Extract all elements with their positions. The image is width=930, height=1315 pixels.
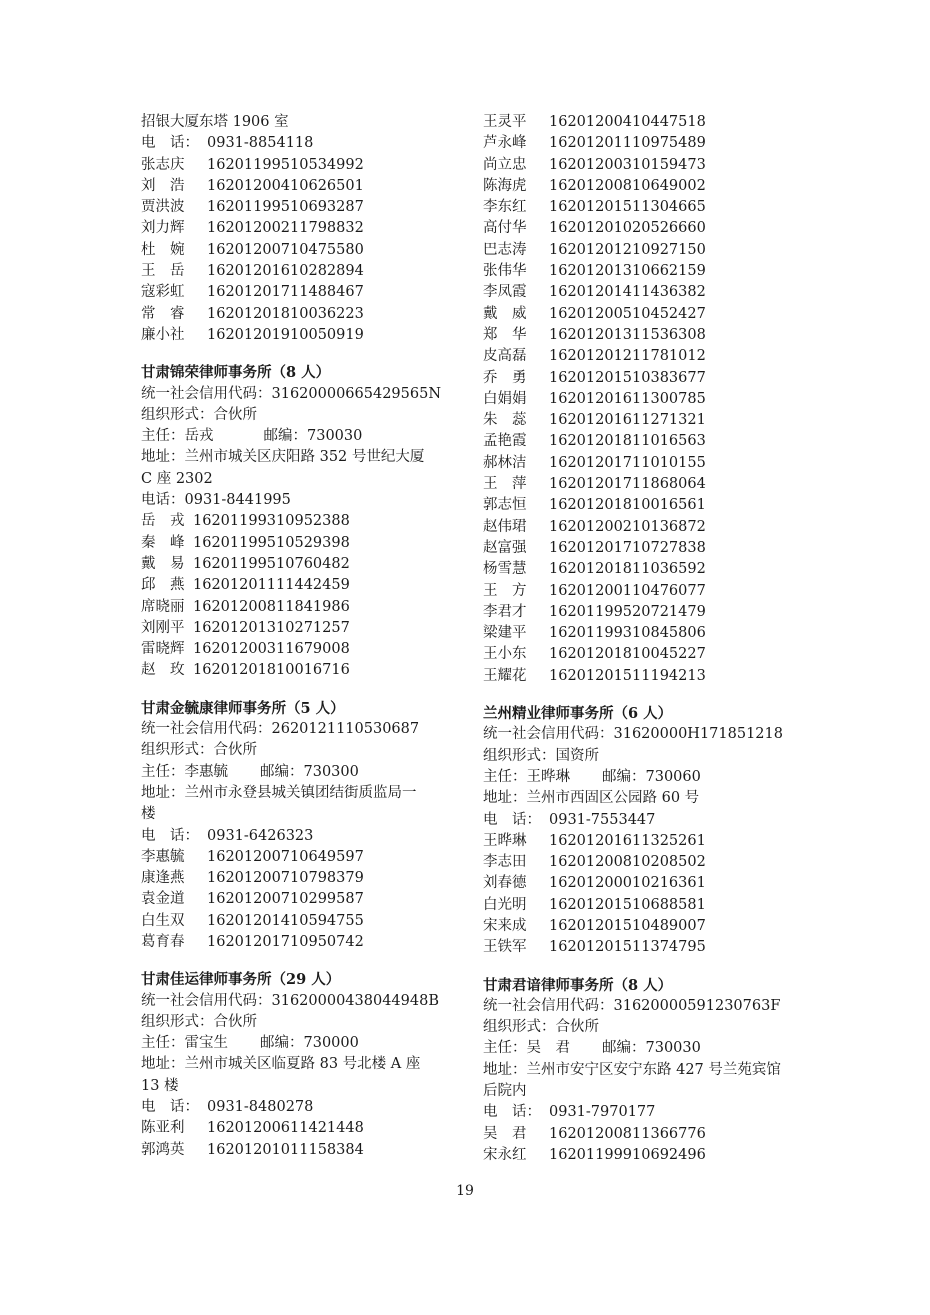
director: 主任：李惠毓 xyxy=(141,763,228,780)
lawyer-license-number: 16201199910692496 xyxy=(549,1146,706,1163)
lawyer-row xyxy=(141,932,461,953)
lawyer-row xyxy=(141,197,461,218)
lawyer-name: 杨雪慧 xyxy=(483,561,527,578)
lawyer-row xyxy=(483,559,823,580)
lawyer-name: 郝林洁 xyxy=(483,454,527,471)
credit-code: 统一社会信用代码：2620121110530687 xyxy=(141,721,420,738)
lawyer-name: 芦永峰 xyxy=(483,135,527,152)
lawyer-row xyxy=(483,852,823,873)
lawyer-license-number: 16201201110975489 xyxy=(549,135,706,152)
postcode: 邮编：730030 xyxy=(602,1040,701,1057)
director-line xyxy=(141,762,461,783)
lawyer-row xyxy=(483,240,823,261)
lawyer-license-number: 16201201411436382 xyxy=(549,284,706,301)
lawyer-row xyxy=(483,261,823,282)
phone-line: 电话：0931-8441995 xyxy=(141,492,291,509)
credit-code: 统一社会信用代码：31620000H171851218 xyxy=(483,726,783,743)
lawyer-name: 李东红 xyxy=(483,199,527,216)
lawyer-row xyxy=(141,304,461,325)
lawyer-license-number: 16201201111442459 xyxy=(193,577,350,594)
lawyer-license-number: 16201201310271257 xyxy=(193,619,350,636)
lawyer-name: 王 方 xyxy=(483,582,527,599)
lawyer-row xyxy=(483,517,823,538)
lawyer-license-number: 16201200010216361 xyxy=(549,875,706,892)
org-form: 组织形式：合伙所 xyxy=(141,406,257,423)
lawyer-name: 乔 勇 xyxy=(483,369,527,386)
lawyer-row xyxy=(483,389,823,410)
director-line xyxy=(141,426,461,447)
org-form: 组织形式：国资所 xyxy=(483,747,599,764)
lawyer-name: 赵伟珺 xyxy=(483,518,527,535)
lawyer-row xyxy=(483,895,823,916)
org-form: 组织形式：合伙所 xyxy=(483,1019,599,1036)
lawyer-license-number: 16201200810649002 xyxy=(549,177,706,194)
lawyer-license-number: 16201199510534992 xyxy=(207,156,364,173)
lawyer-list xyxy=(483,831,823,959)
lawyer-license-number: 16201201811036592 xyxy=(549,561,706,578)
lawyer-name: 贾洪波 xyxy=(141,199,185,216)
lawyer-row xyxy=(483,474,823,495)
lawyer-name: 袁金道 xyxy=(141,891,185,908)
lawyer-name: 宋永红 xyxy=(483,1146,527,1163)
lawyer-row xyxy=(141,847,461,868)
lawyer-list xyxy=(141,511,461,681)
lawyer-name: 白娟娟 xyxy=(483,390,527,407)
address-line: 地址：兰州市西固区公园路 60 号 xyxy=(483,790,700,807)
director: 主任：雷宝生 xyxy=(141,1035,228,1052)
postcode: 邮编：730300 xyxy=(260,763,359,780)
firm-title: 甘肃金毓康律师事务所（5 人） xyxy=(141,699,345,717)
lawyer-row xyxy=(483,644,823,665)
right-column xyxy=(483,112,823,1166)
lawyer-row xyxy=(483,176,823,197)
lawyer-list xyxy=(141,155,461,347)
lawyer-license-number: 16201201511194213 xyxy=(549,667,706,684)
org-form: 组织形式：合伙所 xyxy=(141,742,257,759)
lawyer-license-number: 16201199310845806 xyxy=(549,625,706,642)
lawyer-license-number: 16201201410594755 xyxy=(207,912,364,929)
lawyer-license-number: 16201200211798832 xyxy=(207,220,364,237)
lawyer-name: 王 萍 xyxy=(483,476,527,493)
lawyer-row xyxy=(483,602,823,623)
lawyer-name: 张伟华 xyxy=(483,263,527,280)
lawyer-row xyxy=(483,1124,823,1145)
lawyer-license-number: 16201201311536308 xyxy=(549,326,706,343)
lawyer-name: 刘春德 xyxy=(483,875,527,892)
lawyer-name: 李凤霞 xyxy=(483,284,527,301)
credit-code: 统一社会信用代码：31620000591230763F xyxy=(483,997,781,1014)
lawyer-name: 高付华 xyxy=(483,220,527,237)
lawyer-name: 邱 燕 xyxy=(141,577,185,594)
address-continuation: 招银大厦东塔 1906 室 xyxy=(141,114,289,130)
lawyer-name: 李惠毓 xyxy=(141,848,185,865)
lawyer-name: 赵富强 xyxy=(483,539,527,556)
lawyer-license-number: 16201201810016561 xyxy=(549,497,706,514)
lawyer-name: 李志田 xyxy=(483,854,527,871)
lawyer-row xyxy=(141,639,461,660)
director: 主任：岳戎 xyxy=(141,428,214,445)
lawyer-row xyxy=(141,889,461,910)
lawyer-license-number: 16201200710475580 xyxy=(207,241,364,258)
address-line: 地址：兰州市城关区临夏路 83 号北楼 A 座 xyxy=(141,1056,421,1073)
lawyer-license-number: 16201200410447518 xyxy=(549,114,706,130)
lawyer-name: 王灵平 xyxy=(483,114,527,130)
lawyer-license-number: 16201200611421448 xyxy=(207,1120,364,1137)
lawyer-row xyxy=(483,304,823,325)
lawyer-name: 巴志涛 xyxy=(483,241,527,258)
credit-code: 统一社会信用代码：31620000665429565N xyxy=(141,385,442,402)
lawyer-license-number: 16201201711010155 xyxy=(549,454,706,471)
lawyer-license-number: 16201201711488467 xyxy=(207,284,364,301)
phone-line: 电 话： 0931-8854118 xyxy=(141,135,314,152)
left-column xyxy=(141,112,461,1161)
lawyer-row xyxy=(483,282,823,303)
lawyer-name: 郭鸿英 xyxy=(141,1141,185,1158)
address-line: 楼 xyxy=(141,806,156,823)
director-line xyxy=(483,767,823,788)
firm-title: 甘肃君谙律师事务所（8 人） xyxy=(483,976,673,994)
lawyer-license-number: 16201201310662159 xyxy=(549,263,706,280)
phone-line: 电 话： 0931-6426323 xyxy=(141,827,314,844)
lawyer-row xyxy=(141,660,461,681)
lawyer-name: 白光明 xyxy=(483,896,527,913)
lawyer-name: 戴 易 xyxy=(141,555,185,572)
page-number: 19 xyxy=(456,1183,474,1199)
lawyer-row xyxy=(483,666,823,687)
lawyer-license-number: 16201200710649597 xyxy=(207,848,364,865)
lawyer-license-number: 16201199520721479 xyxy=(549,603,706,620)
lawyer-name: 常 睿 xyxy=(141,305,185,322)
lawyer-license-number: 16201201511374795 xyxy=(549,939,706,956)
lawyer-license-number: 16201201711868064 xyxy=(549,476,706,493)
lawyer-license-number: 16201201810036223 xyxy=(207,305,364,322)
lawyer-list xyxy=(141,847,461,953)
lawyer-name: 梁建平 xyxy=(483,625,527,642)
lawyer-row xyxy=(141,218,461,239)
lawyer-name: 秦 峰 xyxy=(141,534,185,551)
lawyer-license-number: 16201199510529398 xyxy=(193,534,350,551)
lawyer-license-number: 16201200311679008 xyxy=(193,641,350,658)
lawyer-row xyxy=(483,325,823,346)
postcode: 邮编：730030 xyxy=(263,428,363,445)
lawyer-name: 葛育春 xyxy=(141,933,185,950)
lawyer-row xyxy=(483,197,823,218)
phone-line: 电 话： 0931-8480278 xyxy=(141,1099,314,1116)
lawyer-row xyxy=(141,325,461,346)
lawyer-row xyxy=(483,916,823,937)
lawyer-name: 王铁军 xyxy=(483,939,527,956)
lawyer-license-number: 16201200310159473 xyxy=(549,156,706,173)
lawyer-name: 赵 玫 xyxy=(141,662,185,679)
lawyer-name: 寇彩虹 xyxy=(141,284,185,301)
director: 主任：吴 君 xyxy=(483,1040,570,1057)
lawyer-license-number: 16201201710727838 xyxy=(549,539,706,556)
lawyer-row xyxy=(483,937,823,958)
address-line: 地址：兰州市永登县城关镇团结街质监局一 xyxy=(141,784,417,801)
lawyer-license-number: 16201201810016716 xyxy=(193,662,350,679)
lawyer-name: 王晔琳 xyxy=(483,832,527,849)
lawyer-name: 李君才 xyxy=(483,603,527,620)
lawyer-license-number: 16201201610282894 xyxy=(207,263,364,280)
lawyer-license-number: 16201201510489007 xyxy=(549,917,706,934)
address-line: 地址：兰州市安宁区安宁东路 427 号兰苑宾馆 xyxy=(483,1061,781,1078)
lawyer-list xyxy=(483,112,823,687)
lawyer-row xyxy=(483,495,823,516)
lawyer-row xyxy=(141,618,461,639)
lawyer-name: 郑 华 xyxy=(483,326,527,343)
lawyer-row xyxy=(141,282,461,303)
lawyer-license-number: 16201200811366776 xyxy=(549,1125,706,1142)
lawyer-license-number: 16201201611300785 xyxy=(549,390,706,407)
lawyer-license-number: 16201201910050919 xyxy=(207,326,364,343)
postcode: 邮编：730000 xyxy=(260,1035,359,1052)
lawyer-row xyxy=(141,155,461,176)
lawyer-row xyxy=(483,133,823,154)
lawyer-row xyxy=(141,533,461,554)
address-line: 地址：兰州市城关区庆阳路 352 号世纪大厦 xyxy=(141,449,425,466)
lawyer-row xyxy=(483,623,823,644)
lawyer-name: 孟艳霞 xyxy=(483,433,527,450)
lawyer-license-number: 16201201020526660 xyxy=(549,220,706,237)
lawyer-row xyxy=(141,1140,461,1161)
lawyer-name: 陈亚利 xyxy=(141,1120,185,1137)
lawyer-name: 尚立忠 xyxy=(483,156,527,173)
lawyer-row xyxy=(483,346,823,367)
lawyer-license-number: 16201200410626501 xyxy=(207,177,364,194)
lawyer-name: 王 岳 xyxy=(141,263,185,280)
lawyer-list xyxy=(483,1124,823,1167)
lawyer-license-number: 16201201710950742 xyxy=(207,933,364,950)
lawyer-row xyxy=(141,554,461,575)
phone-line: 电 话： 0931-7553447 xyxy=(483,811,656,828)
lawyer-row xyxy=(483,873,823,894)
lawyer-name: 张志庆 xyxy=(141,156,185,173)
address-line: 13 楼 xyxy=(141,1077,179,1094)
lawyer-name: 雷晓辉 xyxy=(141,641,185,658)
lawyer-name: 白生双 xyxy=(141,912,185,929)
firm-title: 甘肃锦荣律师事务所（8 人） xyxy=(141,364,331,382)
lawyer-license-number: 16201200110476077 xyxy=(549,582,706,599)
lawyer-license-number: 16201199510760482 xyxy=(193,555,350,572)
lawyer-license-number: 16201199310952388 xyxy=(193,513,350,530)
lawyer-row xyxy=(141,176,461,197)
lawyer-name: 皮高磊 xyxy=(483,348,527,365)
lawyer-row xyxy=(141,511,461,532)
lawyer-row xyxy=(483,368,823,389)
lawyer-row xyxy=(141,597,461,618)
phone-line: 电 话： 0931-7970177 xyxy=(483,1104,656,1121)
lawyer-name: 吴 君 xyxy=(483,1125,527,1142)
address-line: 后院内 xyxy=(483,1083,527,1100)
lawyer-license-number: 16201201210927150 xyxy=(549,241,706,258)
lawyer-name: 陈海虎 xyxy=(483,177,527,194)
address-line: C 座 2302 xyxy=(141,470,213,487)
lawyer-name: 朱 蕊 xyxy=(483,412,527,429)
lawyer-name: 刘 浩 xyxy=(141,177,185,194)
lawyer-name: 廉小社 xyxy=(141,326,185,343)
lawyer-row xyxy=(483,1145,823,1166)
lawyer-row xyxy=(141,868,461,889)
lawyer-row xyxy=(483,453,823,474)
firm-title: 甘肃佳运律师事务所（29 人） xyxy=(141,971,341,989)
lawyer-name: 岳 戎 xyxy=(141,513,185,530)
lawyer-license-number: 16201201510383677 xyxy=(549,369,706,386)
lawyer-license-number: 16201200810208502 xyxy=(549,854,706,871)
lawyer-name: 康逢燕 xyxy=(141,870,185,887)
lawyer-name: 杜 婉 xyxy=(141,241,185,258)
lawyer-row xyxy=(483,155,823,176)
lawyer-license-number: 16201201611271321 xyxy=(549,412,706,429)
lawyer-name: 郭志恒 xyxy=(483,497,527,514)
lawyer-license-number: 16201201011158384 xyxy=(207,1141,364,1158)
lawyer-row xyxy=(483,431,823,452)
director-line xyxy=(483,1038,823,1059)
lawyer-row xyxy=(141,1118,461,1139)
lawyer-license-number: 16201200710798379 xyxy=(207,870,364,887)
lawyer-row xyxy=(141,261,461,282)
lawyer-row xyxy=(141,240,461,261)
director-line xyxy=(141,1033,461,1054)
lawyer-license-number: 16201201511304665 xyxy=(549,199,706,216)
lawyer-name: 戴 威 xyxy=(483,305,527,322)
lawyer-row xyxy=(141,911,461,932)
lawyer-row xyxy=(483,581,823,602)
org-form: 组织形式：合伙所 xyxy=(141,1013,257,1030)
lawyer-name: 王耀花 xyxy=(483,667,527,684)
lawyer-license-number: 16201201810045227 xyxy=(549,646,706,663)
lawyer-row xyxy=(483,112,823,133)
firm-title: 兰州精业律师事务所（6 人） xyxy=(483,705,673,723)
lawyer-name: 刘力辉 xyxy=(141,220,185,237)
lawyer-row xyxy=(483,410,823,431)
credit-code: 统一社会信用代码：31620000438044948B xyxy=(141,992,439,1009)
lawyer-license-number: 16201201211781012 xyxy=(549,348,706,365)
lawyer-license-number: 16201201510688581 xyxy=(549,896,706,913)
lawyer-license-number: 16201199510693287 xyxy=(207,199,364,216)
director: 主任：王晔琳 xyxy=(483,768,570,785)
lawyer-license-number: 16201200811841986 xyxy=(193,598,350,615)
postcode: 邮编：730060 xyxy=(602,768,701,785)
lawyer-row xyxy=(141,575,461,596)
lawyer-license-number: 16201200510452427 xyxy=(549,305,706,322)
lawyer-name: 刘刚平 xyxy=(141,619,185,636)
lawyer-license-number: 16201200710299587 xyxy=(207,891,364,908)
lawyer-row xyxy=(483,538,823,559)
lawyer-name: 席晓丽 xyxy=(141,598,185,615)
lawyer-row xyxy=(483,218,823,239)
lawyer-license-number: 16201201611325261 xyxy=(549,832,706,849)
lawyer-license-number: 16201201811016563 xyxy=(549,433,706,450)
lawyer-license-number: 16201200210136872 xyxy=(549,518,706,535)
lawyer-list xyxy=(141,1118,461,1161)
lawyer-name: 宋来成 xyxy=(483,917,527,934)
lawyer-row xyxy=(483,831,823,852)
lawyer-name: 王小东 xyxy=(483,646,527,663)
